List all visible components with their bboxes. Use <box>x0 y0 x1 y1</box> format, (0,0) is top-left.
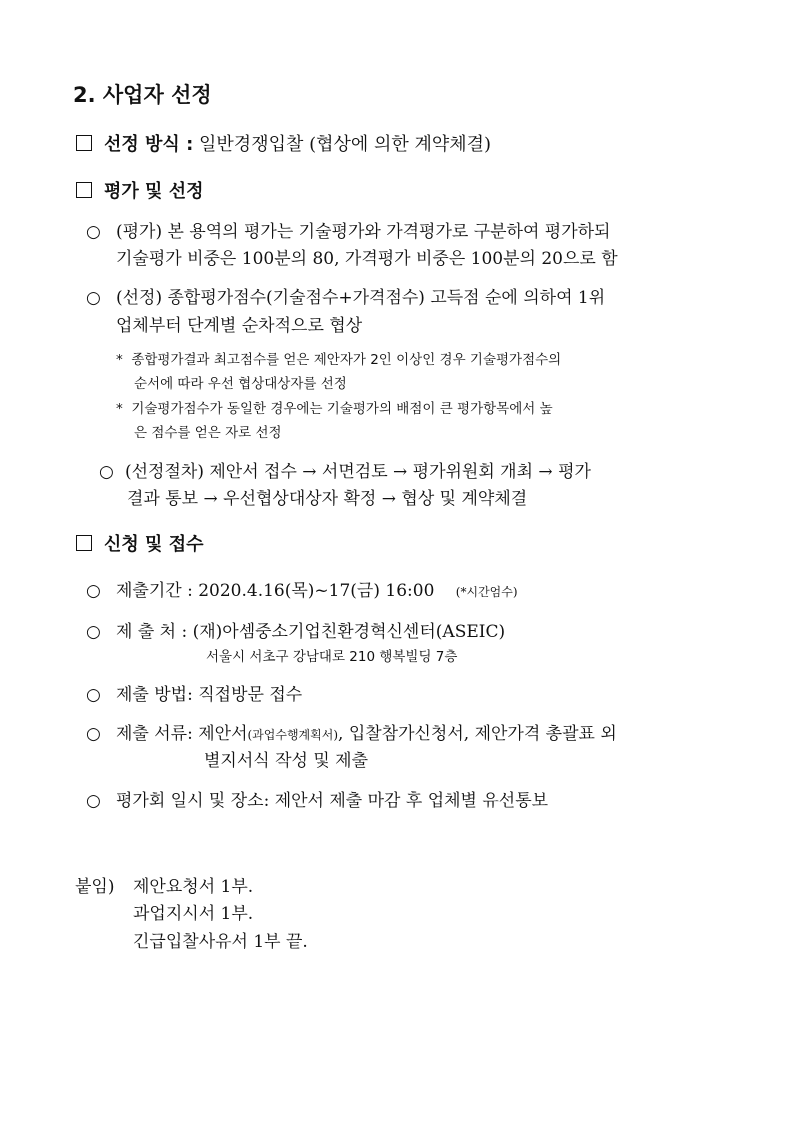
circle-bullet-icon: ○ <box>86 622 101 642</box>
submission-address: 서울시 서초구 강남대로 210 행복빌딩 7층 <box>206 649 458 665</box>
selection-method-row <box>76 130 491 156</box>
evaluation-heading-row <box>76 177 203 203</box>
submission-place: 제 출 처 : (재)아셈중소기업친환경혁신센터(ASEIC) <box>116 622 506 642</box>
evaluation-meeting: 평가회 일시 및 장소: 제안서 제출 마감 후 업체별 유선통보 <box>116 791 549 811</box>
eval-note-2-line-2: 은 점수를 얻은 자로 선정 <box>134 425 282 441</box>
circle-bullet-icon: ○ <box>86 581 101 601</box>
attachment-item-3: 긴급입찰사유서 1부 끝. <box>133 932 308 952</box>
eval-item-1-line-2: 기술평가 비중은 100분의 80, 가격평가 비중은 100분의 20으로 함 <box>116 249 618 269</box>
checkbox-square-icon <box>76 535 92 551</box>
submission-method: 제출 방법: 직접방문 접수 <box>116 685 303 705</box>
circle-bullet-icon: ○ <box>99 462 114 482</box>
eval-item-2-line-1: ○ (선정) 종합평가점수(기술점수+가격점수) 고득점 순에 의하여 1위 <box>86 288 606 308</box>
circle-bullet-icon: ○ <box>86 724 101 744</box>
eval-item-2-line-2: 업체부터 단계별 순차적으로 협상 <box>116 316 363 336</box>
eval-note-1-line-1: * 종합평가결과 최고점수를 얻은 제안자가 2인 이상인 경우 기술평가점수의 <box>116 352 562 368</box>
selection-method-value: 일반경쟁입찰 (협상에 의한 계약체결) <box>199 134 492 155</box>
apply-meeting-row <box>86 786 548 811</box>
submission-docs-rest: , 입찰참가신청서, 제안가격 총괄표 외 <box>338 724 617 744</box>
application-heading: 신청 및 접수 <box>104 534 204 555</box>
eval-item-3-line-2: 결과 통보 → 우선협상대상자 확정 → 협상 및 계약체결 <box>127 489 528 509</box>
section-title: 2. 사업자 선정 <box>73 83 212 107</box>
apply-period-row <box>86 576 518 601</box>
apply-place-row <box>86 617 505 642</box>
submission-docs-line-2: 별지서식 작성 및 제출 <box>204 751 369 771</box>
circle-bullet-icon: ○ <box>86 685 101 705</box>
eval-note-2-line-1: * 기술평가점수가 동일한 경우에는 기술평가의 배점이 큰 평가항목에서 높 <box>116 401 553 417</box>
eval-note-1-line-2: 순서에 따라 우선 협상대상자를 선정 <box>134 376 347 392</box>
circle-bullet-icon: ○ <box>86 222 101 242</box>
apply-method-row <box>86 680 302 705</box>
application-heading-row <box>76 530 203 556</box>
submission-docs-note: (과업수행계획서) <box>247 728 339 742</box>
submission-period: 제출기간 : 2020.4.16(목)~17(금) 16:00 <box>116 581 435 601</box>
attachment-item-2: 과업지시서 1부. <box>133 904 254 924</box>
circle-bullet-icon: ○ <box>86 288 101 308</box>
checkbox-square-icon <box>76 182 92 198</box>
attachment-item-1: 제안요청서 1부. <box>133 877 254 897</box>
asterisk-marker: * <box>116 401 123 417</box>
period-note: (*시간엄수) <box>455 585 518 599</box>
checkbox-square-icon <box>76 135 92 151</box>
eval-item-3-line-1: ○ (선정절차) 제안서 접수 → 서면검토 → 평가위원회 개최 → 평가 <box>99 462 591 482</box>
evaluation-heading: 평가 및 선정 <box>104 181 204 202</box>
attachment-label: 붙임) <box>75 877 115 897</box>
submission-docs: 제출 서류: 제안서 <box>116 724 248 744</box>
apply-docs-row <box>86 719 617 744</box>
eval-item-1-line-1: ○ (평가) 본 용역의 평가는 기술평가와 가격평가로 구분하여 평가하되 <box>86 222 611 242</box>
circle-bullet-icon: ○ <box>86 791 101 811</box>
asterisk-marker: * <box>116 352 123 368</box>
selection-method-label: 선정 방식 : <box>104 134 194 155</box>
